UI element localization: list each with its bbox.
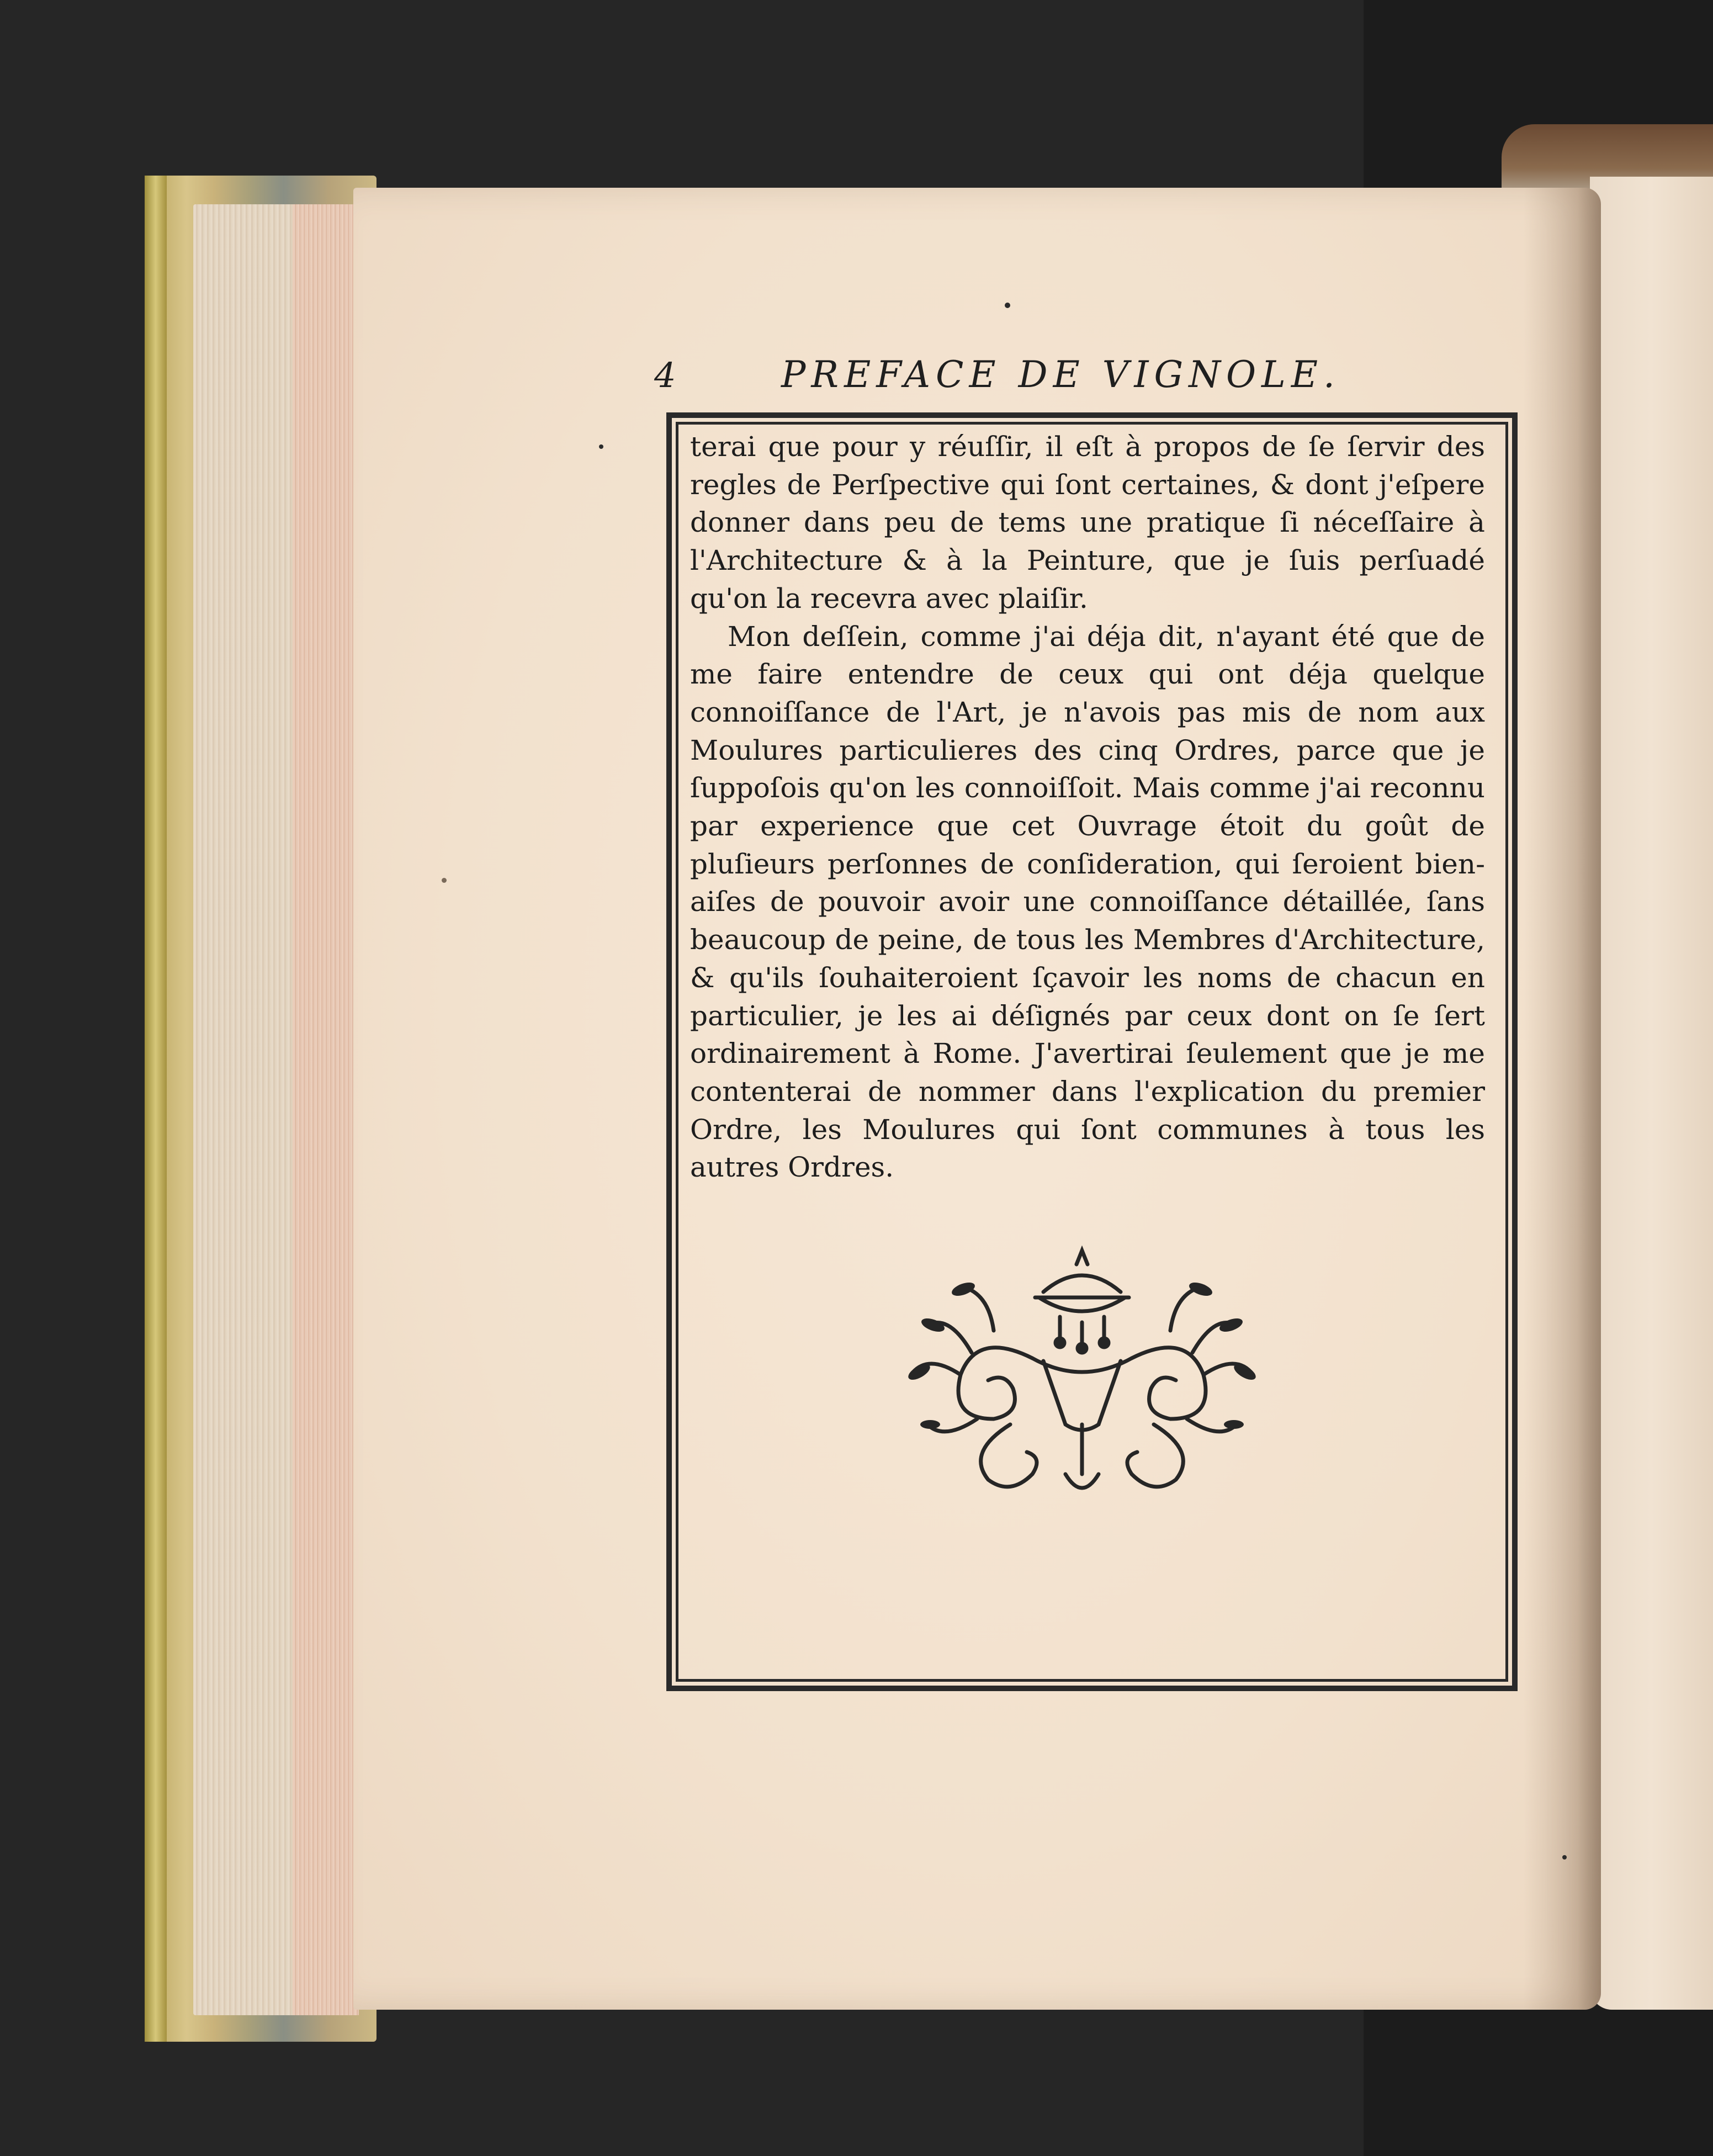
- page-number: 4: [654, 355, 676, 395]
- paragraph: terai que pour y réuſſir, il eſt à propos de ſe ſervir des regles de Perſpective qui ſont certaines, & dont j'eſpere donner dans peu de tems une pratique ſi néceſſaire à l'Architecture & à la Peinture, que je ſuis perſuadé qu'on la recevra avec plaiſir.: [690, 431, 1485, 615]
- ink-dot: [1562, 1855, 1567, 1860]
- gutter-shadow: [1524, 188, 1601, 2010]
- facing-page-edge: [1590, 177, 1713, 2010]
- paragraph: Mon deſſein, comme j'ai déja dit, n'ayant été que de me faire entendre de ceux qui ont déja quelque connoiſſance de l'Art, je n'avois pas mis de nom aux Moulures particulieres des cinq Ordres, parce que je ſuppoſois qu'on les connoiſſoit. Mais comme j'ai reconnu par experience que cet Ouvrage étoit du goût de pluſieurs perſonnes de conſideration, qui ſeroient bien-aiſes de pouvoir avoir une connoiſſance détaillée, ſans beaucoup de peine, de tous les Membres d'Architecture, & qu'ils ſouhaiteroient ſçavoir les noms de chacun en particulier, je les ai déſignés par ceux dont on ſe ſert ordinairement à Rome. J'avertirai ſeulement que je me contenterai de nommer dans l'explication du premier Ordre, les Moulures qui ſont communes à tous les autres Ordres.: [690, 620, 1485, 1184]
- running-title: PREFACE DE VIGNOLE.: [781, 353, 1341, 396]
- running-head: [654, 353, 1515, 403]
- page-stack-edge: [193, 204, 359, 2015]
- urn-foliage-vignette-icon: [894, 1242, 1270, 1518]
- ink-dot: [442, 878, 447, 883]
- ink-dot: [1005, 303, 1010, 308]
- sprinkled-edge: [293, 204, 359, 2015]
- gilt-edge: [145, 176, 167, 2042]
- ink-dot: [599, 444, 603, 449]
- body-text: [690, 428, 1485, 1186]
